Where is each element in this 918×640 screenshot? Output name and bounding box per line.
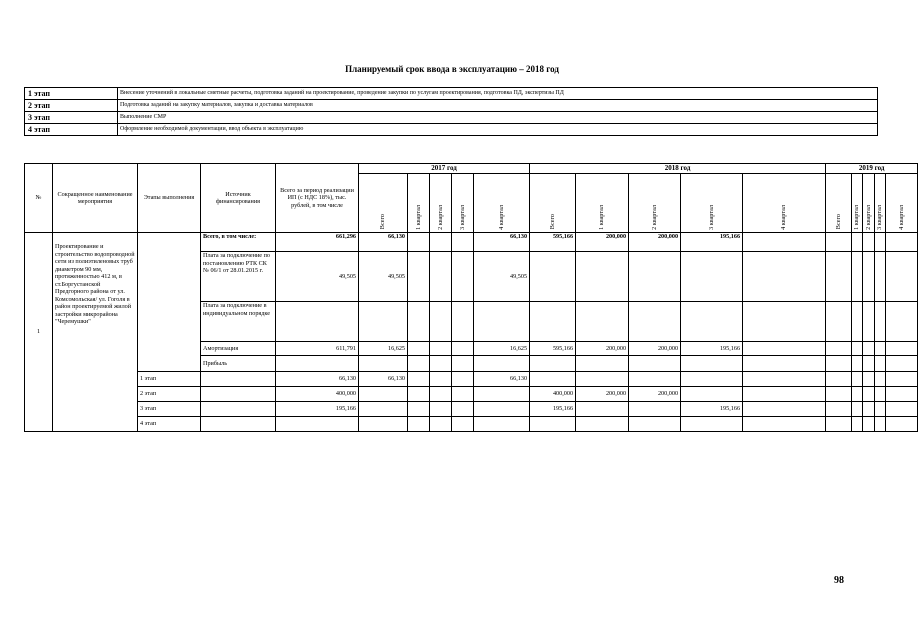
value-cell bbox=[474, 356, 530, 372]
source-cell: Плата за подключение в индивидуальном порядке bbox=[201, 302, 276, 342]
total-cell: 400,000 bbox=[276, 387, 359, 402]
value-cell bbox=[875, 342, 886, 356]
stage-legend-desc: Оформление необходимой документации, ввод объекта в эксплуатацию bbox=[118, 124, 878, 136]
value-cell bbox=[863, 302, 875, 342]
value-cell bbox=[629, 356, 681, 372]
value-cell: 66,130 bbox=[474, 233, 530, 252]
value-cell bbox=[576, 402, 629, 417]
value-cell bbox=[430, 417, 452, 432]
value-cell bbox=[530, 417, 576, 432]
value-cell bbox=[826, 342, 852, 356]
value-cell bbox=[875, 372, 886, 387]
total-cell: 49,505 bbox=[276, 252, 359, 302]
total-cell bbox=[276, 356, 359, 372]
value-cell bbox=[359, 387, 408, 402]
value-cell bbox=[852, 302, 863, 342]
value-cell bbox=[863, 356, 875, 372]
value-cell: 200,000 bbox=[629, 233, 681, 252]
total-cell bbox=[276, 417, 359, 432]
source-cell bbox=[201, 402, 276, 417]
value-cell bbox=[408, 372, 430, 387]
value-cell: 200,000 bbox=[629, 387, 681, 402]
value-cell bbox=[681, 372, 743, 387]
value-cell bbox=[474, 417, 530, 432]
value-cell bbox=[743, 252, 826, 302]
stage-legend-row bbox=[25, 124, 878, 136]
value-cell bbox=[430, 372, 452, 387]
value-cell: 49,505 bbox=[359, 252, 408, 302]
value-cell bbox=[681, 252, 743, 302]
value-cell bbox=[826, 402, 852, 417]
value-cell: 195,166 bbox=[681, 342, 743, 356]
value-cell bbox=[863, 233, 875, 252]
value-cell bbox=[875, 387, 886, 402]
value-cell bbox=[852, 342, 863, 356]
stages-legend-table bbox=[24, 87, 878, 136]
stage-label: 4 этап bbox=[138, 417, 201, 432]
value-cell bbox=[629, 372, 681, 387]
stage-legend-label: 2 этап bbox=[25, 100, 118, 112]
value-cell bbox=[743, 417, 826, 432]
header-2018-q1: 1 квартал bbox=[576, 174, 629, 233]
value-cell bbox=[826, 233, 852, 252]
value-cell bbox=[826, 356, 852, 372]
total-cell: 611,791 bbox=[276, 342, 359, 356]
value-cell bbox=[629, 402, 681, 417]
value-cell bbox=[430, 302, 452, 342]
stage-row bbox=[25, 402, 918, 417]
stage-cell-empty bbox=[138, 233, 201, 372]
page-title: Планируемый срок ввода в эксплуатацию – 2018 год bbox=[345, 64, 559, 74]
value-cell bbox=[743, 402, 826, 417]
value-cell bbox=[530, 252, 576, 302]
value-cell bbox=[408, 387, 430, 402]
value-cell: 66,130 bbox=[359, 372, 408, 387]
value-cell bbox=[681, 417, 743, 432]
header-2019-q4: 4 квартал bbox=[886, 174, 918, 233]
value-cell bbox=[875, 417, 886, 432]
header-2017-q1: 1 квартал bbox=[408, 174, 430, 233]
value-cell: 66,130 bbox=[359, 233, 408, 252]
header-2018-total: Всего bbox=[530, 174, 576, 233]
value-cell bbox=[576, 356, 629, 372]
header-name: Сокращенное наименование мероприятия bbox=[53, 164, 138, 233]
funding-row bbox=[25, 233, 918, 252]
value-cell bbox=[681, 387, 743, 402]
value-cell bbox=[474, 402, 530, 417]
header-row-years bbox=[25, 164, 918, 174]
value-cell bbox=[886, 402, 918, 417]
value-cell bbox=[430, 356, 452, 372]
header-2018-q3: 3 квартал bbox=[681, 174, 743, 233]
project-name: Проектирование и строительство водопроводной сети из полиэтиленовых труб диаметром 90 мм, протяженностью 412 м, в ст.Боргустанской Предгорного района от ул. Комсомольская/ ул. Гоголя в район проектируемой жилой застройки микрорайона "Черемушки" bbox=[53, 233, 138, 432]
value-cell bbox=[863, 252, 875, 302]
value-cell bbox=[852, 387, 863, 402]
value-cell bbox=[530, 356, 576, 372]
value-cell bbox=[530, 372, 576, 387]
value-cell: 200,000 bbox=[576, 233, 629, 252]
value-cell bbox=[743, 342, 826, 356]
value-cell bbox=[430, 233, 452, 252]
source-cell bbox=[201, 417, 276, 432]
source-cell: Амортизация bbox=[201, 342, 276, 356]
stage-row bbox=[25, 372, 918, 387]
header-total: Всего за период реализации ИП (с НДС 18%), тыс. рублей, в том числе bbox=[276, 164, 359, 233]
value-cell bbox=[886, 417, 918, 432]
page-number: 98 bbox=[834, 575, 844, 586]
total-cell: 66,130 bbox=[276, 372, 359, 387]
source-cell bbox=[201, 372, 276, 387]
value-cell bbox=[408, 402, 430, 417]
value-cell bbox=[852, 417, 863, 432]
value-cell: 195,166 bbox=[681, 402, 743, 417]
stage-legend-label: 3 этап bbox=[25, 112, 118, 124]
value-cell bbox=[408, 342, 430, 356]
header-number: № bbox=[25, 164, 53, 233]
header-year-2017: 2017 год bbox=[359, 164, 530, 174]
value-cell bbox=[863, 417, 875, 432]
value-cell bbox=[681, 356, 743, 372]
header-2019-total: Всего bbox=[826, 174, 852, 233]
value-cell: 200,000 bbox=[576, 342, 629, 356]
header-2019-q1: 1 квартал bbox=[852, 174, 863, 233]
total-cell: 195,166 bbox=[276, 402, 359, 417]
source-cell bbox=[201, 387, 276, 402]
value-cell bbox=[852, 372, 863, 387]
value-cell bbox=[852, 356, 863, 372]
header-2017-q3: 3 квартал bbox=[452, 174, 474, 233]
stage-legend-desc: Подготовка заданий на закупку материалов, закупка и доставка материалов bbox=[118, 100, 878, 112]
total-cell bbox=[276, 302, 359, 342]
value-cell: 16,625 bbox=[359, 342, 408, 356]
value-cell bbox=[430, 387, 452, 402]
value-cell bbox=[430, 252, 452, 302]
value-cell bbox=[452, 387, 474, 402]
value-cell bbox=[629, 252, 681, 302]
value-cell: 195,166 bbox=[681, 233, 743, 252]
stage-legend-row bbox=[25, 112, 878, 124]
value-cell: 200,000 bbox=[629, 342, 681, 356]
header-2019-q2: 2 квартал bbox=[863, 174, 875, 233]
value-cell: 595,166 bbox=[530, 233, 576, 252]
value-cell bbox=[452, 342, 474, 356]
value-cell bbox=[863, 372, 875, 387]
value-cell bbox=[408, 356, 430, 372]
value-cell bbox=[875, 233, 886, 252]
value-cell bbox=[629, 302, 681, 342]
value-cell bbox=[826, 372, 852, 387]
value-cell bbox=[743, 302, 826, 342]
value-cell bbox=[530, 302, 576, 342]
stage-legend-row bbox=[25, 100, 878, 112]
value-cell bbox=[886, 342, 918, 356]
stage-row bbox=[25, 387, 918, 402]
value-cell bbox=[474, 302, 530, 342]
value-cell bbox=[576, 252, 629, 302]
value-cell bbox=[474, 387, 530, 402]
value-cell bbox=[886, 372, 918, 387]
value-cell bbox=[826, 302, 852, 342]
value-cell bbox=[408, 302, 430, 342]
value-cell bbox=[452, 302, 474, 342]
value-cell bbox=[875, 252, 886, 302]
header-year-2018: 2018 год bbox=[530, 164, 826, 174]
value-cell bbox=[408, 233, 430, 252]
value-cell bbox=[886, 302, 918, 342]
value-cell bbox=[743, 372, 826, 387]
value-cell bbox=[852, 402, 863, 417]
value-cell bbox=[452, 417, 474, 432]
value-cell bbox=[430, 402, 452, 417]
value-cell bbox=[863, 387, 875, 402]
value-cell bbox=[430, 342, 452, 356]
value-cell bbox=[863, 342, 875, 356]
header-2017-total: Всего bbox=[359, 174, 408, 233]
value-cell bbox=[452, 252, 474, 302]
value-cell: 16,625 bbox=[474, 342, 530, 356]
stage-label: 2 этап bbox=[138, 387, 201, 402]
source-cell: Прибыль bbox=[201, 356, 276, 372]
stage-legend-desc: Внесение уточнений в локальные сметные расчеты, подготовка заданий на проектирование, проведение закупки по услугам проектирования, подготовка ПД, экспертизы ПД bbox=[118, 88, 878, 100]
value-cell: 400,000 bbox=[530, 387, 576, 402]
value-cell bbox=[359, 356, 408, 372]
value-cell bbox=[452, 356, 474, 372]
value-cell bbox=[408, 417, 430, 432]
value-cell: 200,000 bbox=[576, 387, 629, 402]
project-number: 1 bbox=[25, 233, 53, 432]
value-cell bbox=[408, 252, 430, 302]
value-cell bbox=[826, 252, 852, 302]
value-cell bbox=[359, 402, 408, 417]
source-cell: Всего, в том числе: bbox=[201, 233, 276, 252]
value-cell bbox=[629, 417, 681, 432]
header-2017-q2: 2 квартал bbox=[430, 174, 452, 233]
value-cell: 595,166 bbox=[530, 342, 576, 356]
total-cell: 661,296 bbox=[276, 233, 359, 252]
value-cell: 66,130 bbox=[474, 372, 530, 387]
investment-schedule-table bbox=[24, 163, 918, 432]
stage-label: 3 этап bbox=[138, 402, 201, 417]
value-cell bbox=[743, 387, 826, 402]
value-cell bbox=[826, 417, 852, 432]
value-cell bbox=[452, 372, 474, 387]
value-cell bbox=[452, 402, 474, 417]
header-2019-q3: 3 квартал bbox=[875, 174, 886, 233]
value-cell bbox=[886, 356, 918, 372]
stage-legend-label: 4 этап bbox=[25, 124, 118, 136]
value-cell bbox=[576, 302, 629, 342]
value-cell bbox=[852, 252, 863, 302]
header-source: Источник финансирования bbox=[201, 164, 276, 233]
value-cell bbox=[875, 302, 886, 342]
value-cell: 195,166 bbox=[530, 402, 576, 417]
value-cell bbox=[576, 417, 629, 432]
stage-row bbox=[25, 417, 918, 432]
value-cell bbox=[681, 302, 743, 342]
header-2017-q4: 4 квартал bbox=[474, 174, 530, 233]
stage-legend-desc: Выполнение СМР bbox=[118, 112, 878, 124]
stage-label: 1 этап bbox=[138, 372, 201, 387]
value-cell bbox=[826, 387, 852, 402]
value-cell bbox=[886, 233, 918, 252]
value-cell bbox=[359, 302, 408, 342]
value-cell bbox=[863, 402, 875, 417]
value-cell bbox=[576, 372, 629, 387]
stage-legend-label: 1 этап bbox=[25, 88, 118, 100]
value-cell bbox=[886, 387, 918, 402]
header-stages: Этапы выполнения bbox=[138, 164, 201, 233]
header-year-2019: 2019 год bbox=[826, 164, 918, 174]
value-cell bbox=[452, 233, 474, 252]
value-cell bbox=[743, 233, 826, 252]
header-2018-q4: 4 квартал bbox=[743, 174, 826, 233]
value-cell: 49,505 bbox=[474, 252, 530, 302]
value-cell bbox=[875, 356, 886, 372]
source-cell: Плата за подключение по постановлению РТК СК № 06/1 от 28.01.2015 г. bbox=[201, 252, 276, 302]
value-cell bbox=[886, 252, 918, 302]
value-cell bbox=[852, 233, 863, 252]
value-cell bbox=[875, 402, 886, 417]
header-2018-q2: 2 квартал bbox=[629, 174, 681, 233]
stage-legend-row bbox=[25, 88, 878, 100]
value-cell bbox=[743, 356, 826, 372]
value-cell bbox=[359, 417, 408, 432]
